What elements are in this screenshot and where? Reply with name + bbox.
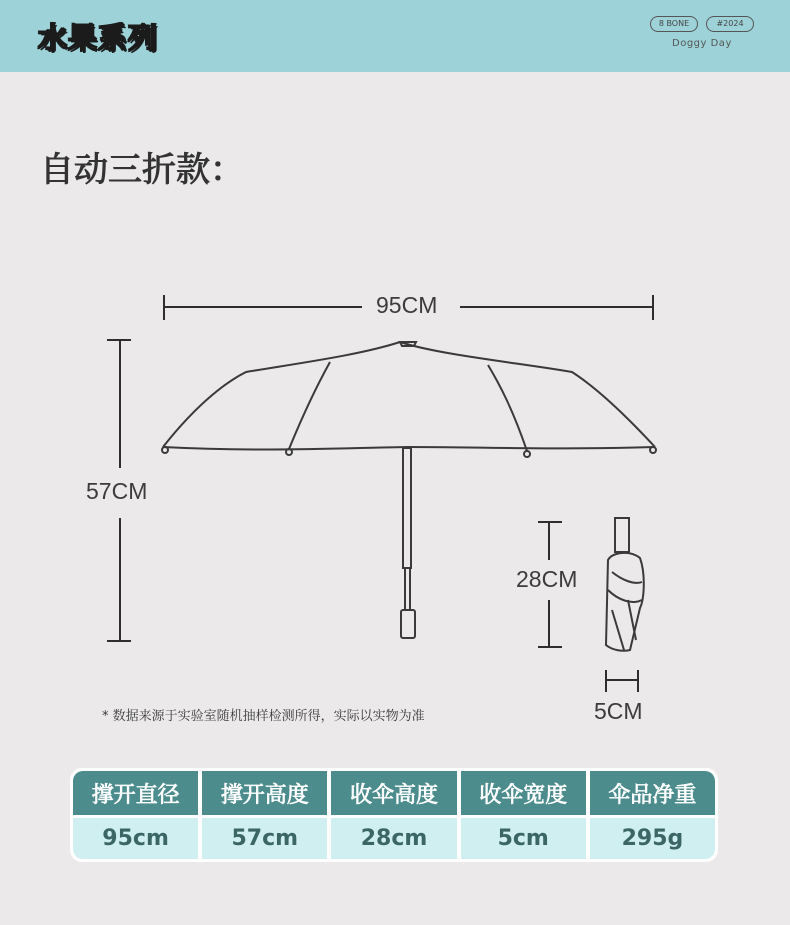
spec-header: 收伞宽度 [461, 771, 586, 815]
page-title: 自动三折款： [40, 150, 244, 190]
spec-column [331, 771, 456, 859]
spec-value: 95cm [73, 818, 198, 859]
spec-value: 295g [590, 818, 715, 859]
series-title: 水果系列 [38, 21, 159, 55]
spec-table [70, 768, 718, 862]
open-height-label: 57CM [82, 478, 151, 505]
brand-subtitle: Doggy Day [672, 38, 732, 49]
open-umbrella-icon [162, 342, 656, 638]
folded-height-label: 28CM [512, 566, 581, 593]
spec-column [202, 771, 327, 859]
spec-value: 57cm [202, 818, 327, 859]
spec-header: 撑开高度 [202, 771, 327, 815]
open-width-label: 95CM [372, 292, 441, 319]
folded-width-label: 5CM [590, 698, 647, 725]
spec-value: 5cm [461, 818, 586, 859]
spec-value: 28cm [331, 818, 456, 859]
footnote: * 数据来源于实验室随机抽样检测所得，实际以实物为准 [102, 709, 425, 724]
brand-bone-badge: 8 BONE [650, 16, 698, 32]
folded-umbrella-icon [606, 518, 644, 651]
spec-column [590, 771, 715, 859]
spec-header: 撑开直径 [73, 771, 198, 815]
spec-header: 收伞高度 [331, 771, 456, 815]
spec-column [461, 771, 586, 859]
brand-tag-badge: #2024 [706, 16, 754, 32]
spec-column [73, 771, 198, 859]
spec-header: 伞品净重 [590, 771, 715, 815]
